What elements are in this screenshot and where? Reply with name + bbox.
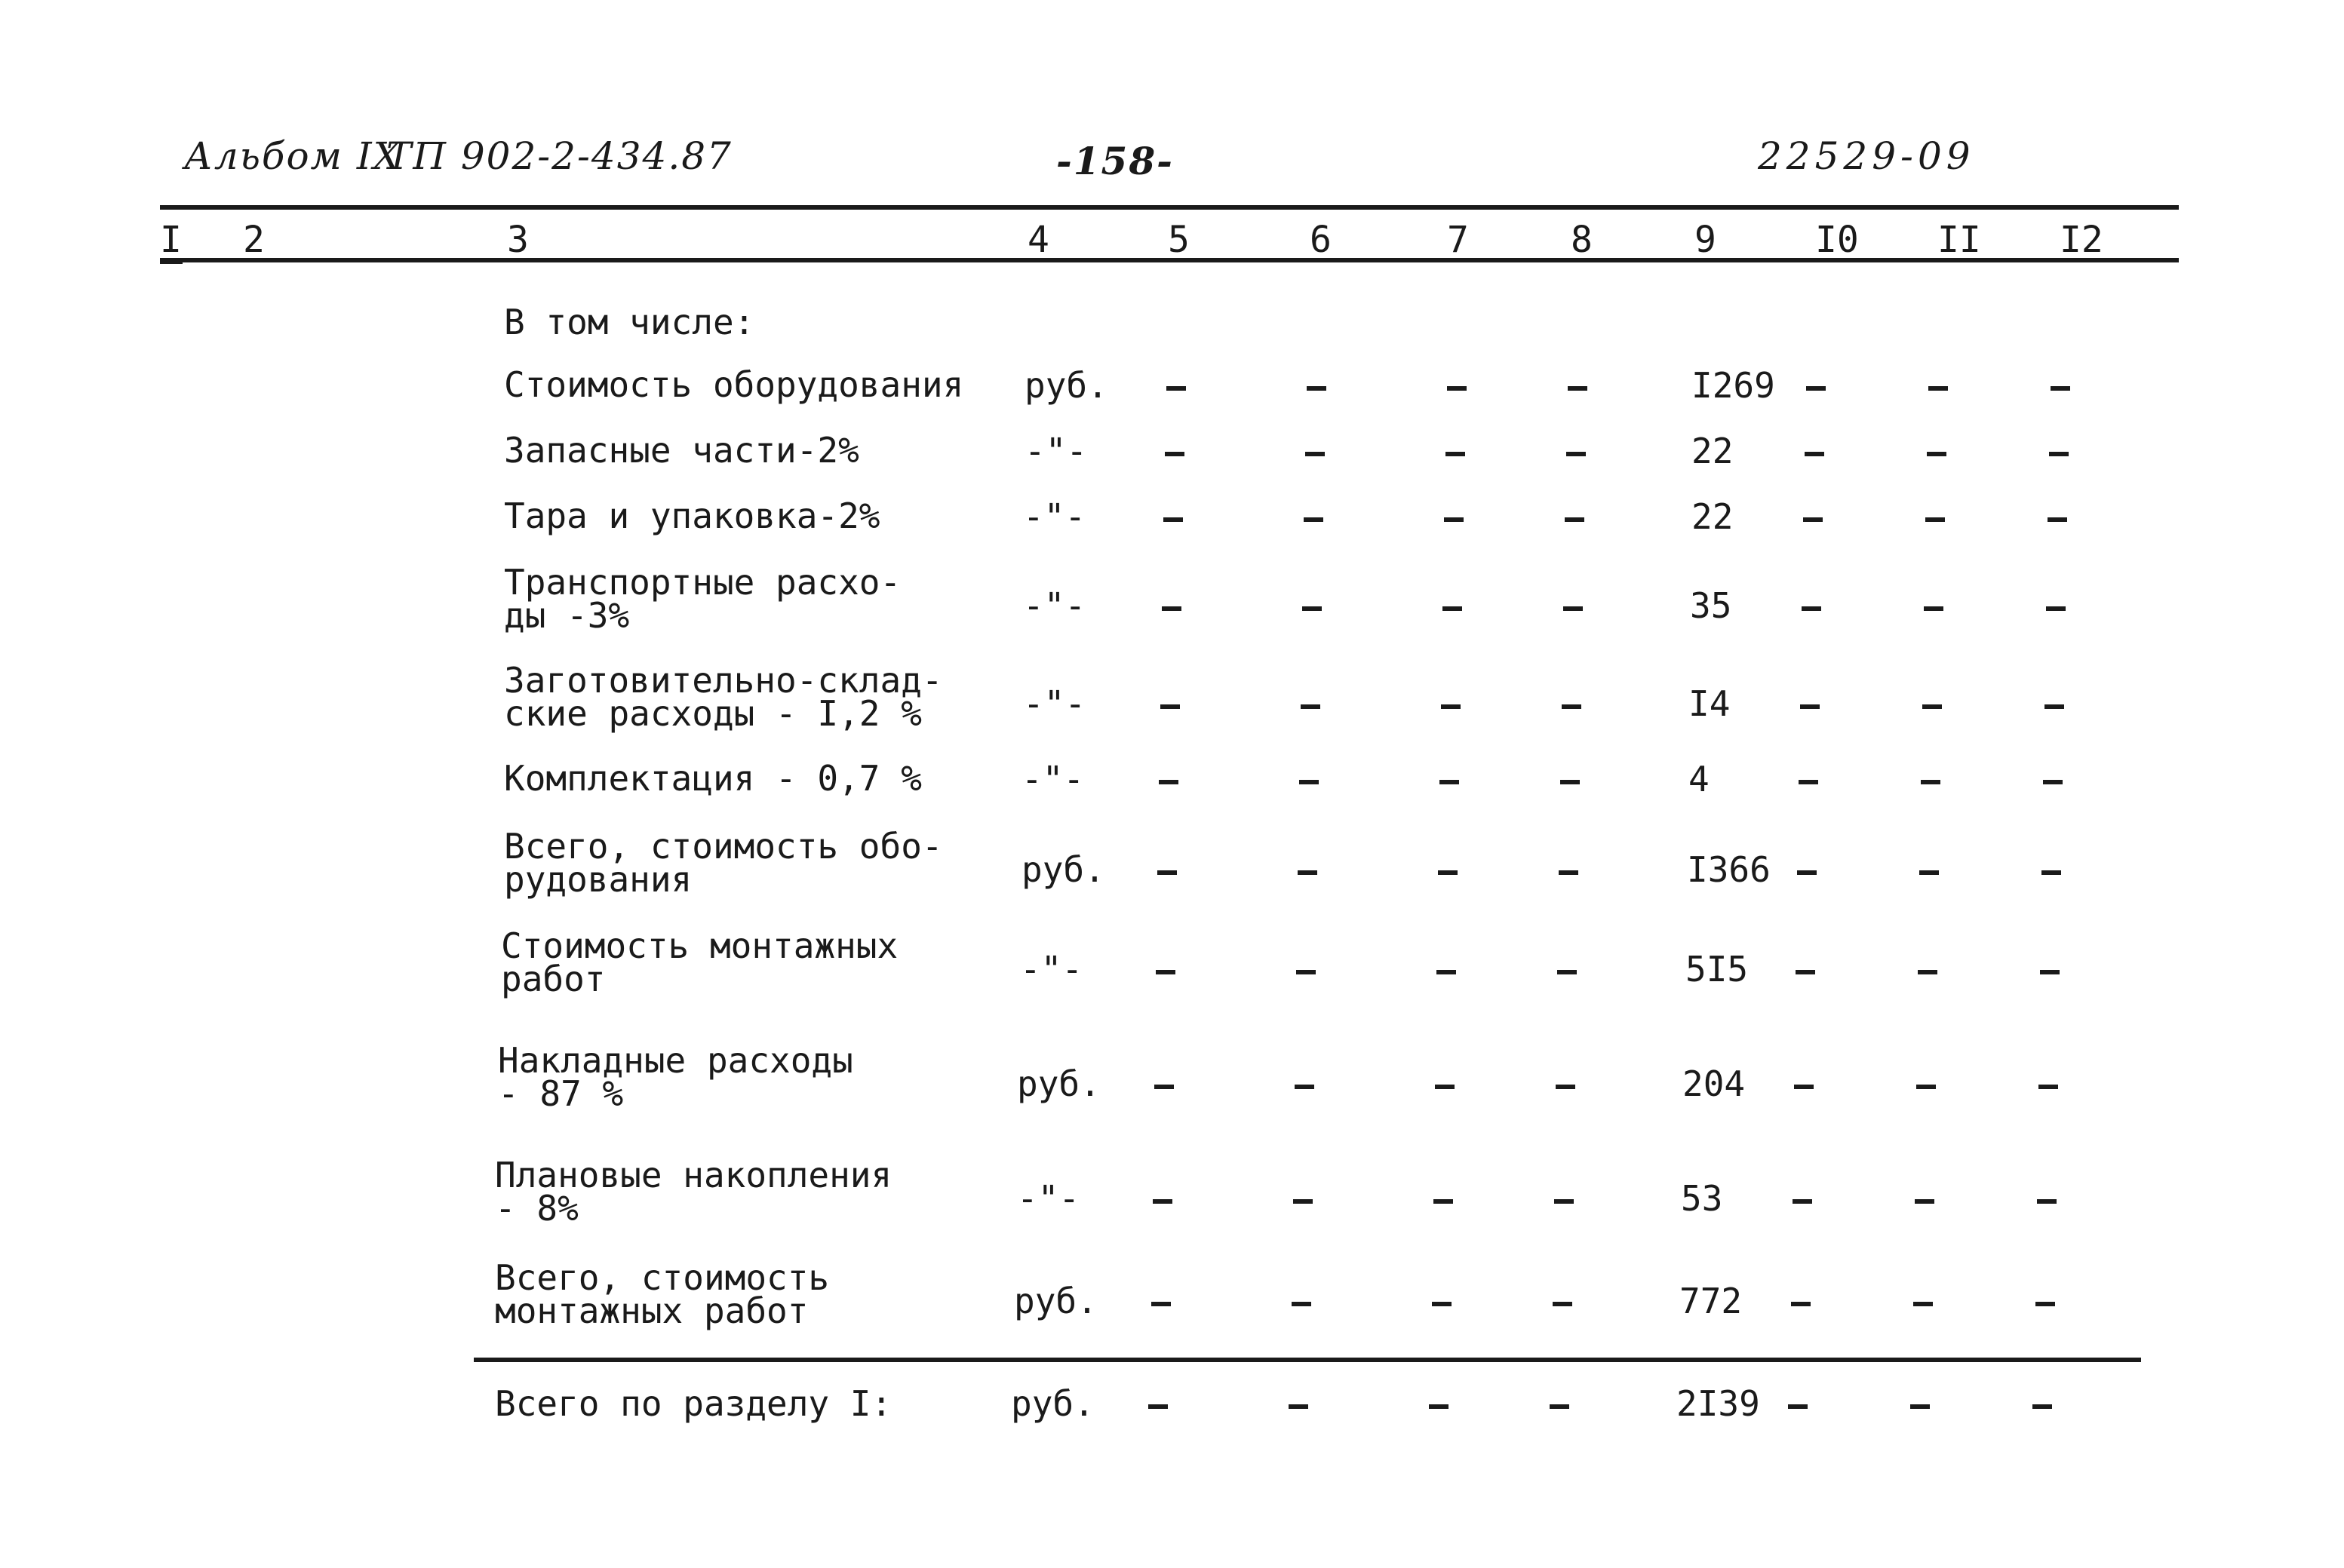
row-value-col9: 22 <box>1691 496 1734 537</box>
header-top-rule <box>160 205 2179 210</box>
empty-dash-c7 <box>1432 1302 1452 1306</box>
empty-dash-c10 <box>1797 870 1817 875</box>
empty-dash-c8 <box>1559 870 1578 875</box>
row-name-line: Запасные части-2% <box>504 430 859 471</box>
row-unit: -"- <box>1021 759 1085 799</box>
empty-dash-c12 <box>2044 704 2064 709</box>
empty-dash-c10 <box>1796 970 1815 974</box>
empty-dash-c7 <box>1445 452 1465 456</box>
row-name-line: - 87 % <box>498 1073 624 1114</box>
empty-dash-c6 <box>1298 870 1317 875</box>
column-number: I2 <box>2060 219 2103 261</box>
empty-dash-c12 <box>2041 870 2061 875</box>
column-one-underline <box>160 261 183 264</box>
row-name-line: Тара и упаковка-2% <box>504 496 880 536</box>
empty-dash-c10 <box>1805 452 1824 456</box>
row-name-line: - 8% <box>495 1188 579 1229</box>
empty-dash-c7 <box>1429 1404 1448 1409</box>
total-unit: руб. <box>1011 1383 1095 1424</box>
row-name <box>504 496 880 536</box>
column-number: 7 <box>1447 219 1469 261</box>
column-number: 3 <box>507 219 529 261</box>
row-unit: -"- <box>1023 585 1086 626</box>
empty-dash-c10 <box>1793 1199 1812 1204</box>
empty-dash-c10 <box>1788 1404 1808 1409</box>
column-number: 5 <box>1168 219 1190 261</box>
empty-dash-c11 <box>1910 1404 1930 1409</box>
empty-dash-c12 <box>2043 780 2063 784</box>
row-name-line: Заготовительно-склад- <box>504 660 943 701</box>
empty-dash-c10 <box>1799 780 1818 784</box>
empty-dash-c11 <box>1922 704 1942 709</box>
empty-dash-c5 <box>1153 1199 1172 1204</box>
empty-dash-c5 <box>1163 517 1183 522</box>
empty-dash-c10 <box>1803 517 1823 522</box>
empty-dash-c12 <box>2037 1199 2057 1204</box>
empty-dash-c6 <box>1302 606 1322 611</box>
empty-dash-c10 <box>1794 1085 1814 1089</box>
empty-dash-c8 <box>1562 704 1581 709</box>
empty-dash-c12 <box>2040 970 2060 974</box>
row-value-col9: I269 <box>1691 365 1775 406</box>
empty-dash-c10 <box>1802 606 1821 611</box>
row-name <box>504 660 943 734</box>
section-label: В том числе: <box>504 302 755 342</box>
column-number: 6 <box>1310 219 1332 261</box>
empty-dash-c8 <box>1553 1302 1572 1306</box>
total-value-col9: 2I39 <box>1676 1383 1760 1424</box>
row-value-col9: 35 <box>1690 585 1732 626</box>
empty-dash-c6 <box>1293 1199 1313 1204</box>
empty-dash-c6 <box>1289 1404 1308 1409</box>
empty-dash-c5 <box>1157 870 1177 875</box>
row-value-col9: 772 <box>1679 1281 1743 1321</box>
row-name <box>504 364 964 405</box>
row-name <box>495 1257 830 1331</box>
row-name-line: Стоимость оборудования <box>504 364 964 405</box>
empty-dash-c5 <box>1165 452 1184 456</box>
empty-dash-c12 <box>2048 517 2067 522</box>
empty-dash-c5 <box>1148 1404 1168 1409</box>
row-name <box>504 826 943 900</box>
empty-dash-c5 <box>1162 606 1181 611</box>
empty-dash-c6 <box>1292 1302 1311 1306</box>
empty-dash-c6 <box>1307 386 1326 391</box>
empty-dash-c12 <box>2038 1085 2058 1089</box>
row-unit: руб. <box>1014 1281 1098 1321</box>
empty-dash-c8 <box>1563 606 1583 611</box>
row-unit: -"- <box>1023 496 1086 537</box>
empty-dash-c5 <box>1159 780 1178 784</box>
row-unit: -"- <box>1025 431 1088 471</box>
empty-dash-c11 <box>1925 517 1945 522</box>
row-value-col9: 53 <box>1681 1178 1723 1219</box>
empty-dash-c8 <box>1550 1404 1569 1409</box>
row-name <box>501 925 899 999</box>
row-name-line: Транспортные расхо- <box>504 562 902 603</box>
row-unit: -"- <box>1020 949 1083 990</box>
row-unit: руб. <box>1017 1063 1101 1104</box>
empty-dash-c7 <box>1439 780 1459 784</box>
empty-dash-c7 <box>1447 386 1467 391</box>
empty-dash-c6 <box>1296 970 1316 974</box>
empty-dash-c5 <box>1151 1302 1171 1306</box>
empty-dash-c7 <box>1441 704 1461 709</box>
column-number: I0 <box>1815 219 1859 261</box>
empty-dash-c8 <box>1566 452 1586 456</box>
empty-dash-c8 <box>1557 970 1577 974</box>
column-number: 2 <box>243 219 265 261</box>
row-name-line: Всего, стоимость <box>495 1257 830 1298</box>
empty-dash-c11 <box>1918 970 1937 974</box>
row-name-line: работ <box>501 959 606 999</box>
empty-dash-c8 <box>1568 386 1587 391</box>
row-name-line: Накладные расходы <box>498 1040 853 1081</box>
page-number: -158- <box>1056 139 1174 183</box>
empty-dash-c8 <box>1565 517 1584 522</box>
row-value-col9: 204 <box>1682 1063 1746 1104</box>
row-value-col9: I366 <box>1687 849 1771 890</box>
row-name-line: Всего, стоимость обо- <box>504 826 943 867</box>
row-name-line: ды -3% <box>504 595 630 636</box>
row-name-line: Комплектация - 0,7 % <box>504 758 922 799</box>
empty-dash-c7 <box>1435 1085 1455 1089</box>
row-unit: руб. <box>1025 365 1108 406</box>
row-name-line: Стоимость монтажных <box>501 925 899 966</box>
column-number: II <box>1937 219 1981 261</box>
total-name: Всего по разделу I: <box>495 1383 892 1424</box>
row-value-col9: 4 <box>1688 759 1710 799</box>
empty-dash-c11 <box>1913 1302 1933 1306</box>
empty-dash-c10 <box>1806 386 1826 391</box>
empty-dash-c11 <box>1919 870 1939 875</box>
empty-dash-c5 <box>1156 970 1175 974</box>
column-number: I <box>160 219 182 261</box>
empty-dash-c11 <box>1915 1199 1934 1204</box>
row-name <box>504 562 902 636</box>
row-value-col9: I4 <box>1688 683 1731 724</box>
total-rule <box>474 1358 2141 1362</box>
empty-dash-c7 <box>1438 870 1458 875</box>
document-code: 22529-09 <box>1758 134 1975 178</box>
row-name <box>498 1040 853 1114</box>
empty-dash-c12 <box>2035 1302 2055 1306</box>
row-name <box>495 1155 892 1229</box>
empty-dash-c12 <box>2046 606 2066 611</box>
empty-dash-c12 <box>2032 1404 2052 1409</box>
empty-dash-c10 <box>1800 704 1820 709</box>
empty-dash-c11 <box>1924 606 1943 611</box>
row-name-line: Плановые накопления <box>495 1155 892 1195</box>
empty-dash-c8 <box>1554 1199 1574 1204</box>
empty-dash-c5 <box>1160 704 1180 709</box>
row-name <box>504 430 859 471</box>
row-name <box>504 758 922 799</box>
row-unit: -"- <box>1017 1178 1080 1219</box>
empty-dash-c7 <box>1433 1199 1453 1204</box>
row-unit: руб. <box>1021 849 1105 890</box>
column-number: 8 <box>1571 219 1593 261</box>
empty-dash-c12 <box>2051 386 2070 391</box>
row-value-col9: 5I5 <box>1685 949 1749 990</box>
empty-dash-c11 <box>1916 1085 1936 1089</box>
empty-dash-c8 <box>1556 1085 1575 1089</box>
row-unit: -"- <box>1023 683 1086 724</box>
empty-dash-c10 <box>1791 1302 1811 1306</box>
row-name-line: рудования <box>504 859 693 900</box>
empty-dash-c6 <box>1301 704 1320 709</box>
empty-dash-c11 <box>1928 386 1948 391</box>
empty-dash-c11 <box>1927 452 1946 456</box>
empty-dash-c6 <box>1305 452 1325 456</box>
empty-dash-c7 <box>1436 970 1456 974</box>
empty-dash-c8 <box>1560 780 1580 784</box>
empty-dash-c6 <box>1299 780 1319 784</box>
empty-dash-c5 <box>1154 1085 1174 1089</box>
empty-dash-c5 <box>1166 386 1186 391</box>
empty-dash-c12 <box>2049 452 2069 456</box>
album-label: Альбом IХ <box>184 134 402 178</box>
empty-dash-c7 <box>1444 517 1464 522</box>
empty-dash-c11 <box>1921 780 1940 784</box>
empty-dash-c7 <box>1442 606 1462 611</box>
empty-dash-c6 <box>1295 1085 1314 1089</box>
row-name-line: ские расходы - I,2 % <box>504 693 922 734</box>
row-name-line: монтажных работ <box>495 1290 809 1331</box>
column-number: 4 <box>1028 219 1049 261</box>
row-value-col9: 22 <box>1691 431 1734 471</box>
project-number: ТП 902-2-434.87 <box>386 134 733 178</box>
column-number: 9 <box>1694 219 1716 261</box>
empty-dash-c6 <box>1304 517 1323 522</box>
